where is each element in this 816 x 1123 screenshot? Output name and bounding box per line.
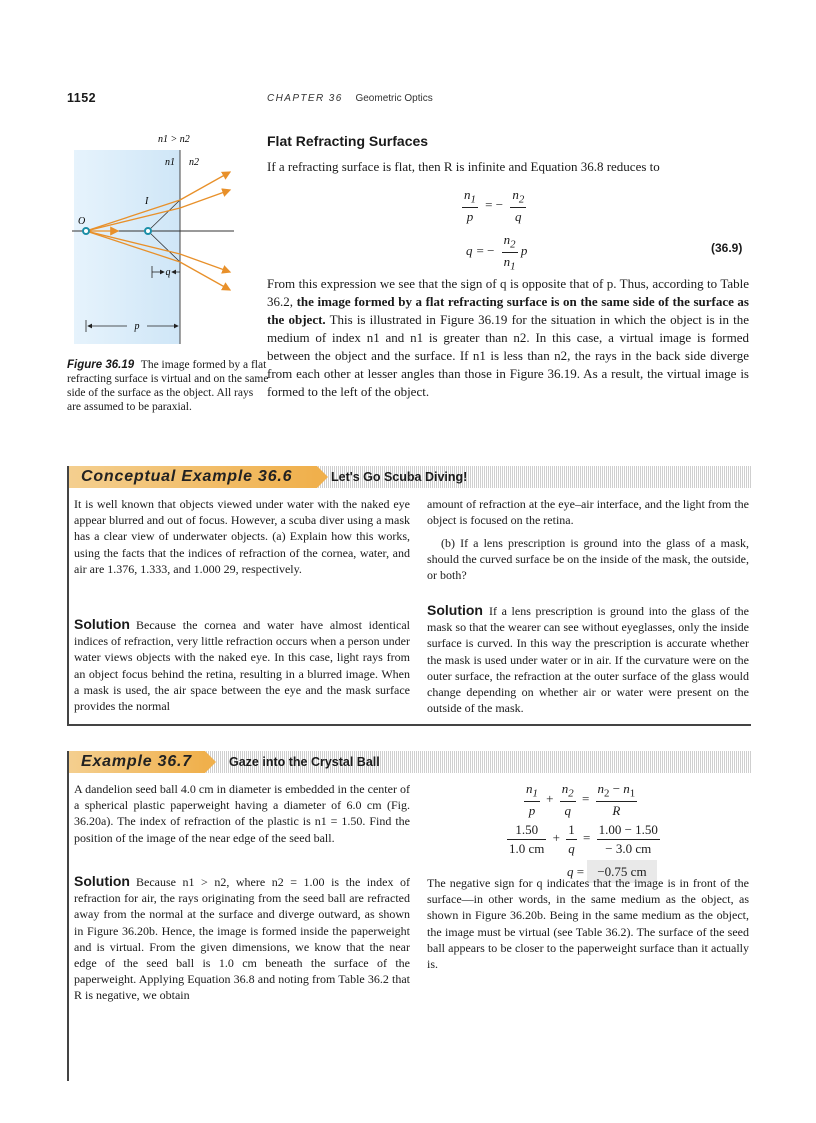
p-label: p	[134, 321, 140, 332]
running-header	[267, 93, 433, 104]
example-solution-b	[427, 602, 749, 716]
ray-1-refracted	[180, 190, 230, 208]
q-label: q	[165, 267, 171, 278]
example-question: It is well known that objects viewed under water with the naked eye appear blurred and out of focus. However, a scuba diver using a mask has a clear view of underwater objects. (a) Explain how this works, using the facts that the indices of refraction of the cornea, water, and air are 1.376, 1.333, and 1.000 29, respectively.	[74, 497, 410, 576]
example-36-7	[67, 751, 751, 1081]
condition-label: n1 > n2	[158, 134, 190, 145]
n2-label: n2	[189, 157, 199, 168]
refraction-diagram	[72, 128, 252, 353]
example-title: Let's Go Scuba Diving!	[331, 470, 468, 484]
page-number: 1152	[67, 91, 97, 105]
ray-3-refracted	[180, 254, 230, 272]
figure-36-19	[72, 128, 252, 353]
figure-caption-label: Figure 36.19	[67, 359, 135, 371]
conceptual-example-36-6	[67, 466, 751, 726]
equation-ratio: $\frac{n_1}{p}$ = − $\frac{n_2}{q}$	[464, 187, 525, 224]
example-solution	[74, 873, 410, 1004]
chapter-label: CHAPTER 36	[267, 93, 343, 104]
example-solution-continued: amount of refraction at the eye–air interface, and the light from the object is focused on the retina.	[427, 497, 749, 528]
section-body	[267, 275, 749, 401]
section-intro: If a refracting surface is flat, then R is infinite and Equation 36.8 reduces to	[267, 159, 660, 174]
example-solution-left	[74, 616, 410, 714]
solution-label: Solution	[74, 616, 130, 632]
equation-36-8: $\frac{n_1}{p}$ + $\frac{n_2}{q}$ = $\frac{n_2 - n_1}{R}$	[526, 781, 636, 818]
equation-substituted: $\frac{1.50}{1.0 cm}$ + $\frac{1}{q}$ = $\frac{1.00 - 1.50}{- 3.0 cm}$	[509, 822, 658, 856]
solution-text: Because n1 > n2, where n2 = 1.00 is the index of refraction for air, the rays originating from the seed ball are refracted away from the normal at the surface and diverge outward, as shown in Figure 36.20b. Hence, the image is formed inside the paperweight and is virtual. From the given dimensions, we know that the near edge of the seed ball is 1.0 cm beneath the surface of the paperweight. Applying Equation 36.8 and noting from Table 36.2 that R is negative, we obtain	[74, 875, 410, 1003]
example-problem: A dandelion seed ball 4.0 cm in diameter is embedded in the center of a spherical plastic paperweight having a diameter of 6.0 cm (Fig. 36.20a). The index of refraction of the plastic is n1 = 1.50. Find the position of the image of the near edge of the seed ball.	[74, 782, 410, 845]
section-body-key-statement: the image formed by a flat refracting surface is on the same side of the surface as the object.	[267, 294, 749, 327]
solution-label: Solution	[74, 873, 130, 889]
solution-b-label: Solution	[427, 602, 483, 618]
answer-value: −0.75 cm	[587, 860, 656, 883]
section-body-part-1: From this expression we see that the sign of q is opposite that of p. Thus, according to Table 36.2,	[267, 276, 749, 309]
object-label: O	[78, 216, 86, 227]
example-title: Gaze into the Crystal Ball	[229, 755, 380, 769]
eq-p-value: 1.0 cm	[509, 841, 545, 856]
figure-caption	[67, 358, 269, 414]
equation-number: (36.9)	[711, 241, 743, 255]
example-label: Conceptual Example 36.6	[81, 468, 293, 485]
solution-text: Because the cornea and water have almost identical indices of refraction, very little refraction occurs when a person under water views objects with the naked eye. In this case, light rays from an object focus behind the retina, resulting in a blurred image. When a mask is used, the air space between the eye and the mask surface provides the normal	[74, 618, 410, 714]
section-title: Flat Refracting Surfaces	[267, 133, 429, 149]
ray-4-refracted	[180, 262, 230, 290]
chapter-title: Geometric Optics	[355, 93, 433, 104]
example-tag	[69, 466, 317, 488]
image-label: I	[145, 196, 149, 207]
image-point	[145, 228, 151, 234]
section-body-part-2: This is illustrated in Figure 36.19 for the situation in which the object is in the medium of index n1 and n1 is greater than n2. In this case, a virtual image is formed between the object and the surface. If n1 is less than n2, the rays in the back side diverge from each other at lesser angles than those in Figure 36.19. As a result, the virtual image is formed to the left of the object.	[267, 312, 749, 399]
example-label: Example 36.7	[81, 753, 192, 770]
equation-36-9: q = − $\frac{n_2}{n_1}$ p	[466, 232, 528, 273]
solution-b-text: If a lens prescription is ground into the glass of the mask so that the wearer can see without eyeglasses, only the inside surface is curved. In this way the prescription is accurate whether the mask is used under water or in air. If the curvature were on the outer surface, the refraction at the outer surface of the glass would change depending on whether air or water were present on the outside of the mask.	[427, 604, 749, 716]
answer-line: q = −0.75 cm	[567, 864, 657, 880]
n1-label: n1	[165, 157, 175, 168]
ray-2-refracted	[180, 172, 230, 200]
example-tag	[69, 751, 205, 773]
figure-caption-text: The image formed by a flat refracting surface is virtual and on the same side of the surface as the object. All rays are assumed to be paraxial.	[67, 359, 269, 413]
eq-n1-value: 1.50	[507, 822, 546, 840]
eq-numerator-value: 1.00 − 1.50	[597, 822, 660, 840]
example-conclusion: The negative sign for q indicates that the image is in front of the surface—in other words, in the same medium as the object, as shown in Figure 36.20b. Being in the same medium as the object, the image must be virtual (see Table 36.2). The surface of the seed ball appears to be closer to the paperweight surface than it actually is.	[427, 876, 749, 972]
eq-radius-value: − 3.0 cm	[605, 841, 652, 856]
example-part-b: (b) If a lens prescription is ground into the glass of a mask, should the curved surface be on the inside of the mask, the outside, or both?	[427, 536, 749, 583]
object-point	[83, 228, 89, 234]
